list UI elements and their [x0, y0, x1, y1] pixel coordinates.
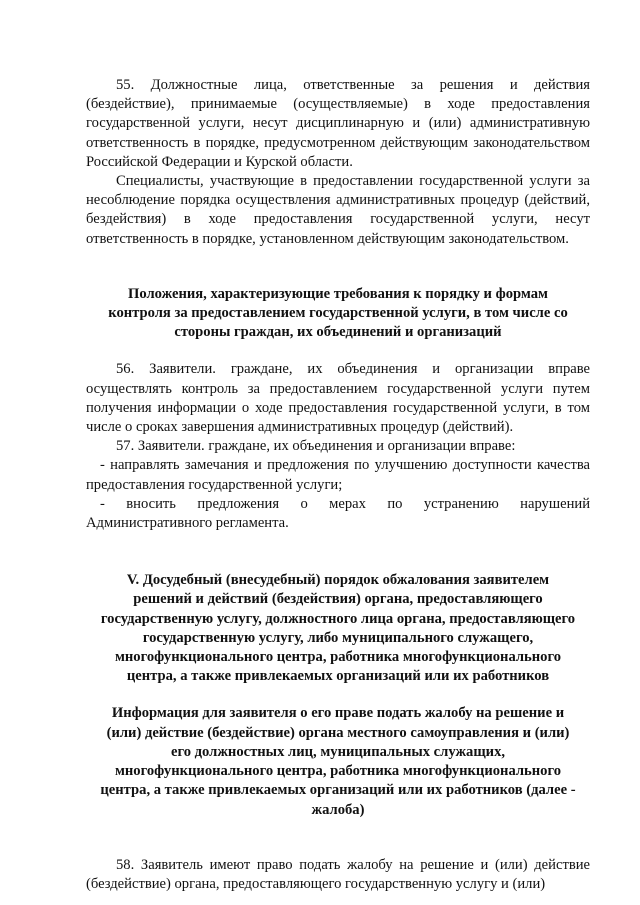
- paragraph-57-item-1: - направлять замечания и предложения по улучшению доступности качества предоставления государственной услуги;: [86, 457, 590, 493]
- paragraph-58: 58. Заявитель имеют право подать жалобу на решение и (или) действие (бездействие) органа, предоставляющего государственную услугу и (или): [86, 856, 590, 892]
- heading-complaint-info: Информация для заявителя о его праве подать жалобу на решение и (или) действие (бездействие) органа местного самоуправления и (или) его должностных лиц, муниципальных служащих, многофункционального центра, работника многофункционального центра, а также привлекаемых организаций или их работников (далее - жалоба): [100, 705, 576, 818]
- document-page: [86, 76, 590, 894]
- paragraph-55-specialists: Специалисты, участвующие в предоставлении государственной услуги за несоблюдение порядка осуществления административных процедур (действий, бездействия) в ходе предоставления государственной услуги, несут ответственность в порядке, установленном действующим законодательством.: [86, 173, 590, 247]
- paragraph-56: 56. Заявители. граждане, их объединения и организации вправе осуществлять контроль за предоставлением государственной услуги путем получения информации о ходе предоставления государственной услуги, в том числе о сроках завершения административных процедур (действий).: [86, 361, 590, 436]
- heading-control: Положения, характеризующие требования к порядку и формам контроля за предоставлением государственной услуги, в том числе со стороны граждан, их объединений и организаций: [108, 285, 568, 341]
- paragraph-57: 57. Заявители. граждане, их объединения и организации вправе:: [116, 438, 516, 455]
- paragraph-55: 55. Должностные лица, ответственные за решения и действия (бездействие), принимаемые (осуществляемые) в ходе предоставления государственной услуги, несут дисциплинарную и (или) административную ответственность в порядке, предусмотренном действующим законодательством Российской Федерации и Курской области.: [86, 77, 590, 170]
- paragraph-57-item-2: - вносить предложения о мерах по устранению нарушений Административного регламента.: [86, 495, 590, 532]
- heading-section-5: V. Досудебный (внесудебный) порядок обжалования заявителем решений и действий (бездействия) органа, предоставляющего государственную услугу, должностного лица органа, предоставляющего государственную услугу, либо муниципального служащего, многофункционального центра, работника многофункционального центра, а также привлекаемых организаций или их работников: [100, 572, 576, 685]
